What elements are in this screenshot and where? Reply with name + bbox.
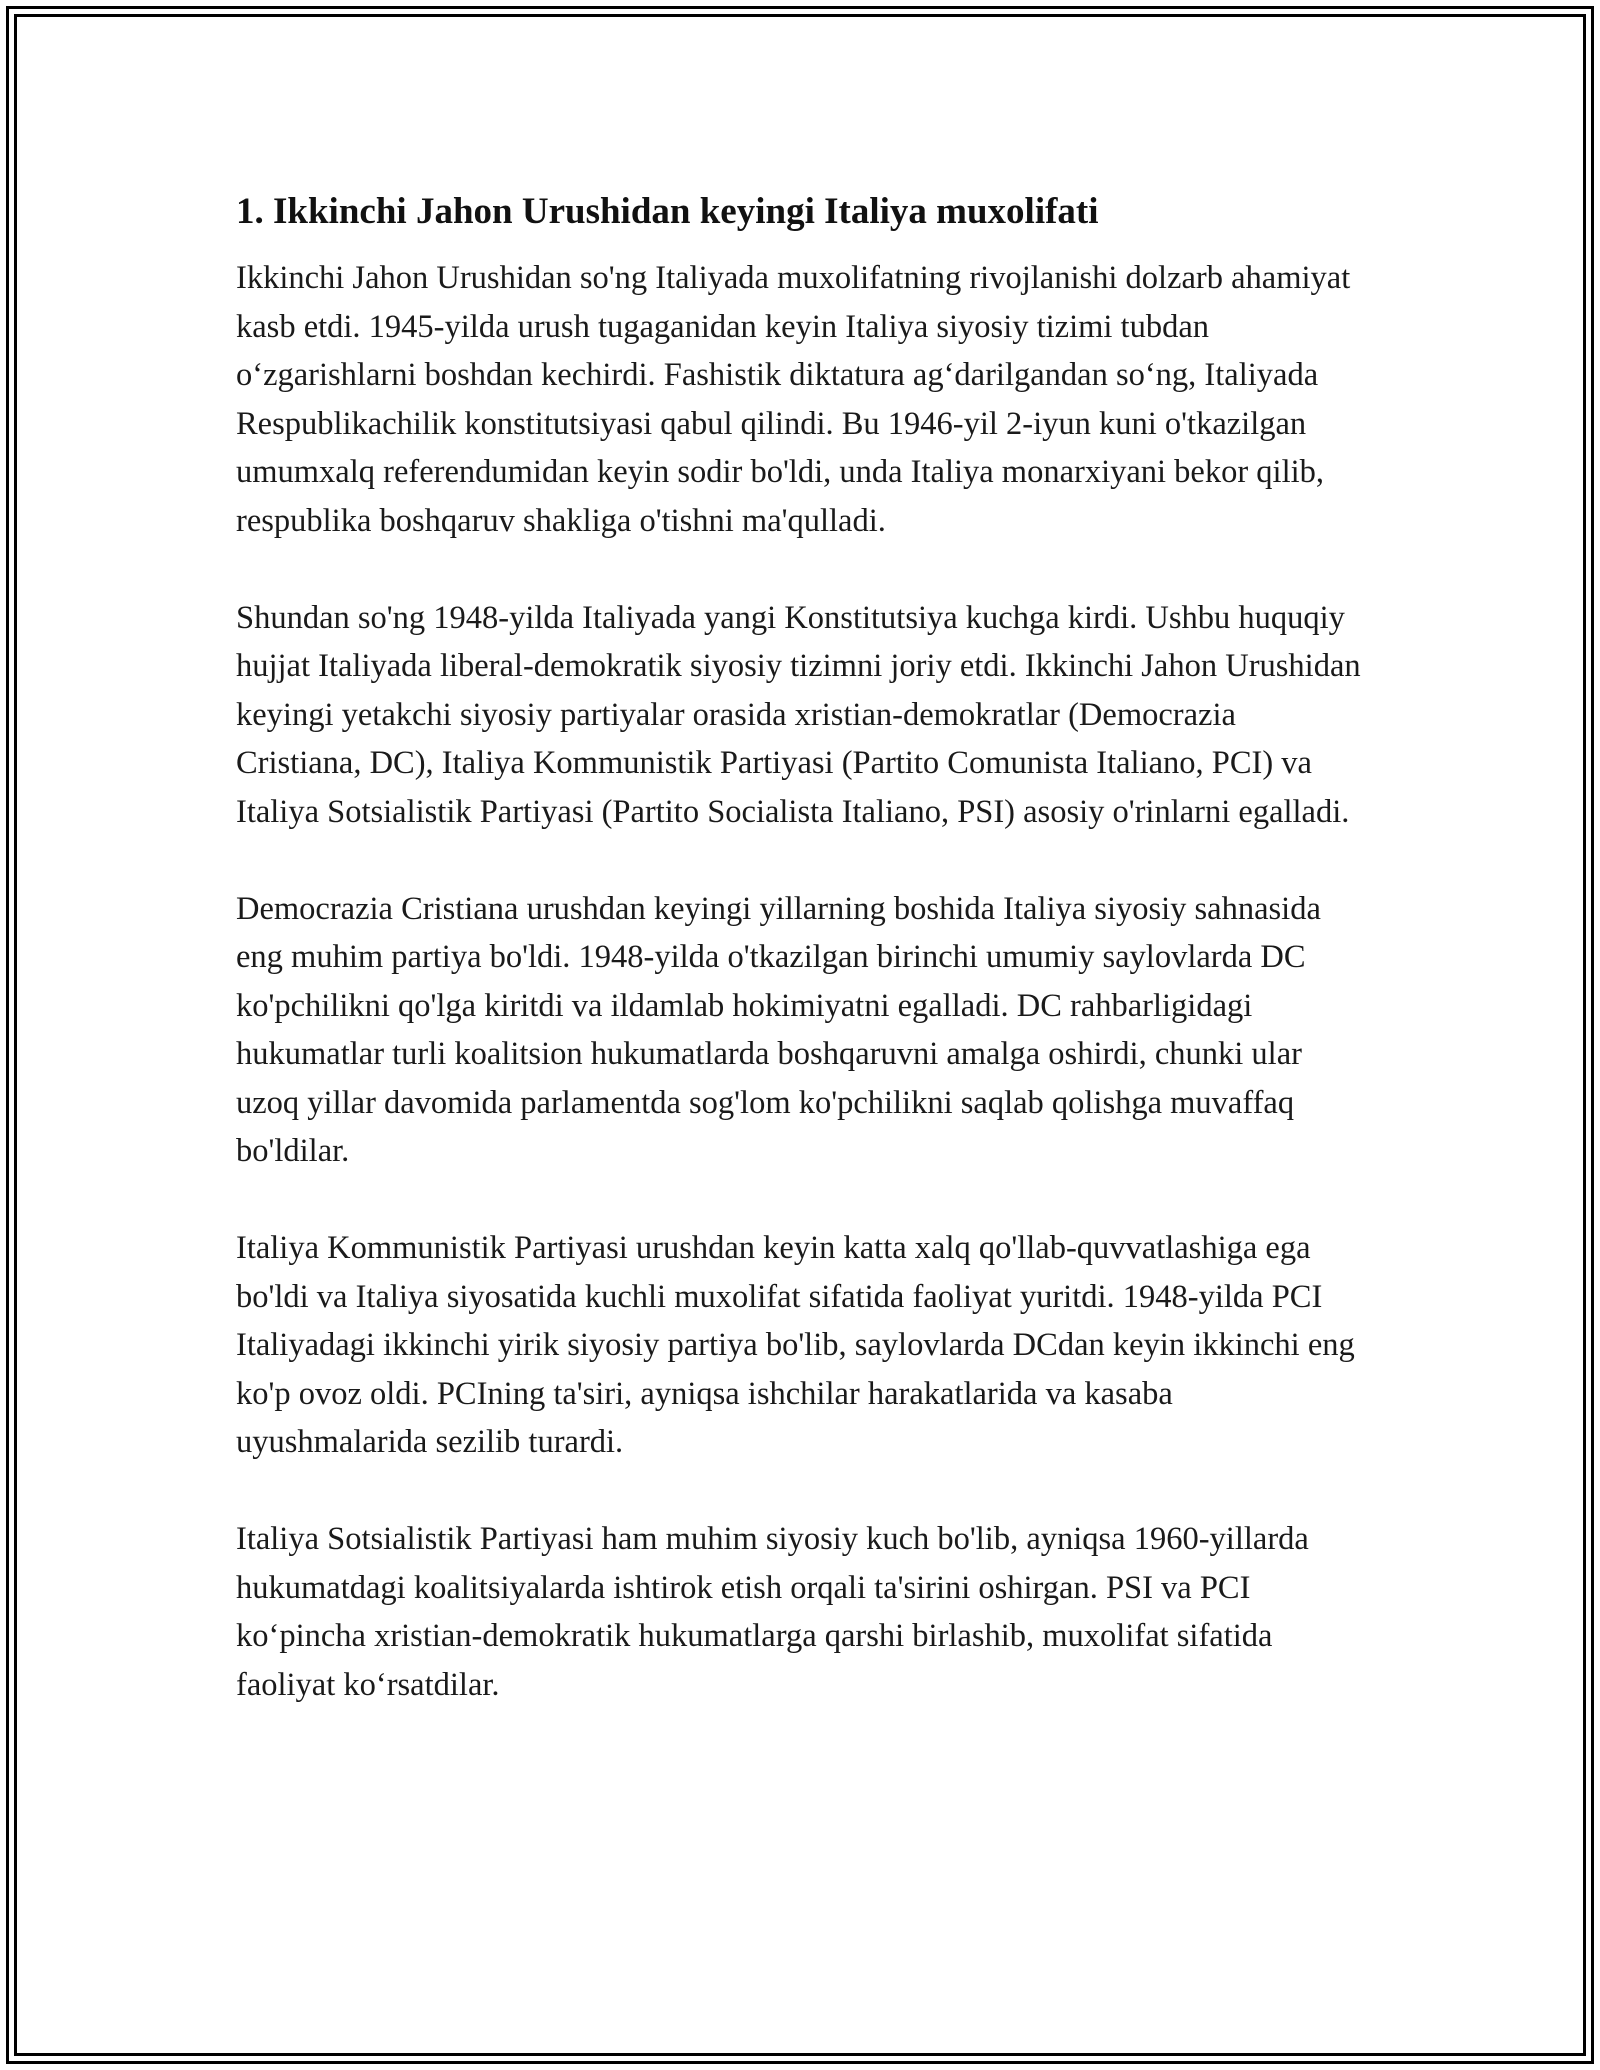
paragraph-4: Italiya Kommunistik Partiyasi urushdan keyin katta xalq qo'llab-quvvatlashiga ega bo'ldi va Italiya siyosatida kuchli muxolifat sifatida faoliyat yuritdi. 1948-yilda PCI Italiyadagi ikkinchi yirik siyosiy partiya bo'lib, saylovlarda DCdan keyin ikkinchi eng ko'p ovoz oldi. PCIning ta'siri, ayniqsa ishchilar harakatlarida va kasaba uyushmalarida sezilib turardi. — [236, 1230, 1355, 1460]
document-body — [236, 188, 1366, 1709]
paragraph-3: Democrazia Cristiana urushdan keyingi yillarning boshida Italiya siyosiy sahnasida eng muhim partiya bo'ldi. 1948-yilda o'tkazilgan birinchi umumiy saylovlarda DC ko'pchilikni qo'lga kiritdi va ildamlab hokimiyatni egalladi. DC rahbarligidagi hukumatlar turli koalitsion hukumatlarda boshqaruvni amalga oshirdi, chunki ular uzoq yillar davomida parlamentda sog'lom ko'pchilikni saqlab qolishga muvaffaq bo'ldilar. — [236, 890, 1321, 1169]
paragraph-1: Ikkinchi Jahon Urushidan so'ng Italiyada muxolifatning rivojlanishi dolzarb ahamiyat kasb etdi. 1945-yilda urush tugaganidan keyin Italiya siyosiy tizimi tubdan o‘zgarishlarni boshdan kechirdi. Fashistik diktatura ag‘darilgandan so‘ng, Italiyada Respublikachilik konstitutsiyasi qabul qilindi. Bu 1946-yil 2-iyun kuni o'tkazilgan umumxalq referendumidan keyin sodir bo'ldi, unda Italiya monarxiyani bekor qilib, respublika boshqaruv shakliga o'tishni ma'qulladi. — [236, 260, 1351, 539]
paragraph-5: Italiya Sotsialistik Partiyasi ham muhim siyosiy kuch bo'lib, ayniqsa 1960-yillarda hukumatdagi koalitsiyalarda ishtirok etish orqali ta'sirini oshirgan. PSI va PCI ko‘pincha xristian-demokratik hukumatlarga qarshi birlashib, muxolifat sifatida faoliyat ko‘rsatdilar. — [236, 1521, 1309, 1703]
paragraph-2: Shundan so'ng 1948-yilda Italiyada yangi Konstitutsiya kuchga kirdi. Ushbu huquqiy hujjat Italiyada liberal-demokratik siyosiy tizimni joriy etdi. Ikkinchi Jahon Urushidan keyingi yetakchi siyosiy partiyalar orasida xristian-demokratlar (Democrazia Cristiana, DC), Italiya Kommunistik Partiyasi (Partito Comunista Italiano, PCI) va Italiya Sotsialistik Partiyasi (Partito Socialista Italiano, PSI) asosiy o'rinlarni egalladi. — [236, 599, 1361, 830]
section-heading: 1. Ikkinchi Jahon Urushidan keyingi Italiya muxolifati — [236, 191, 1099, 232]
